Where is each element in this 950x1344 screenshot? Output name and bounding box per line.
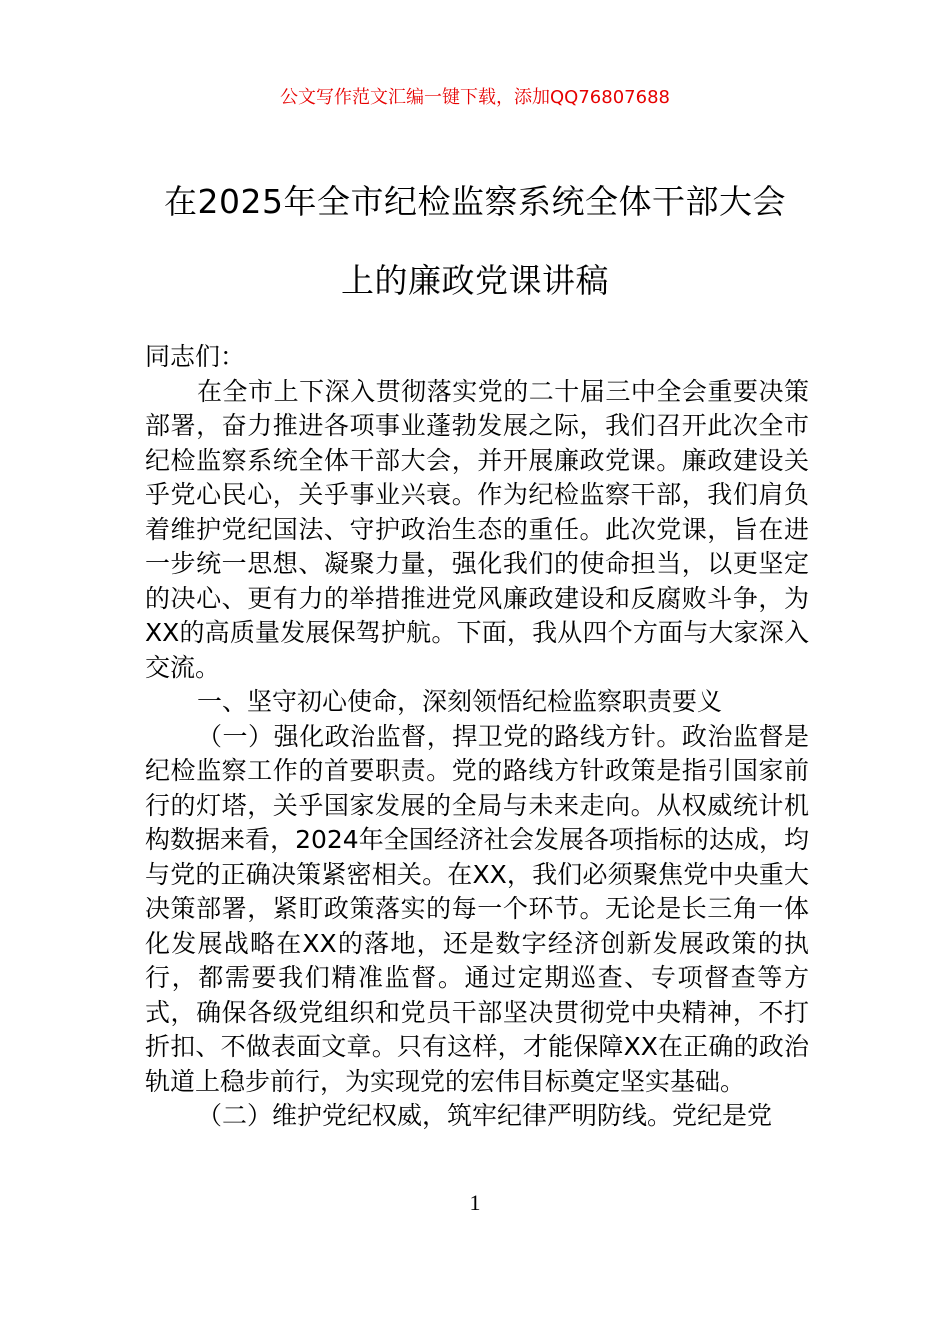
paragraph-intro: 在全市上下深入贯彻落实党的二十届三中全会重要决策部署，奋力推进各项事业蓬勃发展之际，我们召开此次全市纪检监察系统全体干部大会，并开展廉政党课。廉政建设关乎党心民心，关乎事业兴衰。作为纪检监察干部，我们肩负着维护党纪国法、守护政治生态的重任。此次党课，旨在进一步统一思想、凝聚力量，强化我们的使命担当，以更坚定的决心、更有力的举措推进党风廉政建设和反腐败斗争，为XX的高质量发展保驾护航。下面，我从四个方面与大家深入交流。 [145, 376, 809, 682]
document-title [130, 162, 820, 320]
header-note: 公文写作范文汇编一键下载，添加QQ76807688 [280, 87, 670, 108]
page-number: 1 [469, 1190, 481, 1215]
paragraph-1-2: （二）维护党纪权威，筑牢纪律严明防线。党纪是党 [197, 1101, 773, 1130]
document-body [145, 340, 809, 1134]
paragraph-1-1: （一）强化政治监督，捍卫党的路线方针。政治监督是纪检监察工作的首要职责。党的路线方针政策是指引国家前行的灯塔，关乎国家发展的全局与未来走向。从权威统计机构数据来看，2024年全国经济社会发展各项指标的达成，均与党的正确决策紧密相关。在XX，我们必须聚焦党中央重大决策部署，紧盯政策落实的每一个环节。无论是长三角一体化发展战略在XX的落地，还是数字经济创新发展政策的执行，都需要我们精准监督。通过定期巡查、专项督查等方式，确保各级党组织和党员干部坚决贯彻党中央精神，不打折扣、不做表面文章。只有这样，才能保障XX在正确的政治轨道上稳步前行，为实现党的宏伟目标奠定坚实基础。 [145, 721, 809, 1096]
salutation: 同志们： [145, 342, 246, 371]
title-line-2: 上的廉政党课讲稿 [341, 261, 609, 300]
title-line-1: 在2025年全市纪检监察系统全体干部大会 [164, 182, 786, 221]
section-heading-1: 一、坚守初心使命，深刻领悟纪检监察职责要义 [197, 687, 723, 716]
